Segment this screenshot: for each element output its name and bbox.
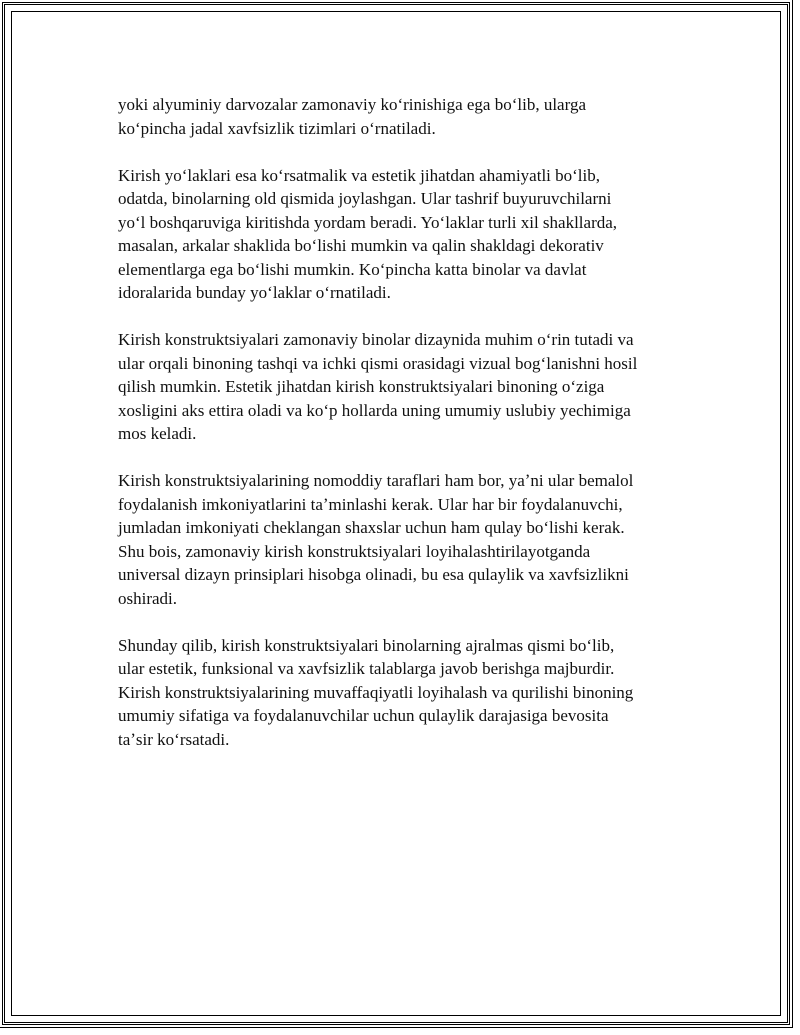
text-line: jumladan imkoniyati cheklangan shaxslar uchun ham qulay boʻlishi kerak.: [118, 518, 625, 537]
text-line: Kirish konstruktsiyalarining nomoddiy taraflari ham bor, yaʼni ular bemalol: [118, 471, 634, 490]
text-line: mos keladi.: [118, 424, 197, 443]
text-line: qilish mumkin. Estetik jihatdan kirish konstruktsiyalari binoning oʻziga: [118, 377, 605, 396]
paragraph-3: [118, 328, 688, 446]
text-line: Kirish konstruktsiyalarining muvaffaqiyatli loyihalash va qurilishi binoning: [118, 682, 634, 702]
text-line: Kirish konstruktsiyalari zamonaviy binolar dizaynida muhim oʻrin tutadi va: [118, 330, 634, 349]
text-line: yoʻl boshqaruviga kiritishda yordam beradi. Yoʻlaklar turli xil shakllarda,: [118, 212, 618, 232]
paragraph-5: [118, 634, 688, 752]
text-line: koʻpincha jadal xavfsizlik tizimlari oʻrnatiladi.: [118, 118, 436, 138]
text-line: universal dizayn prinsiplari hisobga olinadi, bu esa qulaylik va xavfsizlikni: [118, 565, 629, 584]
text-line: umumiy sifatiga va foydalanuvchilar uchun qulaylik darajasiga bevosita: [118, 706, 609, 725]
document-body: [118, 93, 688, 775]
text-line: odatda, binolarning old qismida joylashgan. Ular tashrif buyuruvchilarni: [118, 189, 612, 208]
paragraph-2: [118, 164, 688, 305]
text-line: Shunday qilib, kirish konstruktsiyalari binolarning ajralmas qismi boʻlib,: [118, 635, 615, 655]
text-line: masalan, arkalar shaklida boʻlishi mumkin va qalin shakldagi dekorativ: [118, 236, 604, 255]
text-line: ular estetik, funksional va xavfsizlik talablarga javob berishga majburdir.: [118, 659, 615, 678]
text-line: xosligini aks ettira oladi va koʻp hollarda uning umumiy uslubiy yechimiga: [118, 400, 631, 420]
text-line: oshiradi.: [118, 588, 178, 608]
paragraph-1: [118, 93, 688, 140]
text-line: Kirish yoʻlaklari esa koʻrsatmalik va estetik jihatdan ahamiyatli boʻlib,: [118, 165, 601, 185]
text-line: idoralarida bunday yoʻlaklar oʻrnatiladi.: [118, 283, 391, 302]
paragraph-4: [118, 469, 688, 610]
text-line: taʼsir koʻrsatadi.: [118, 729, 230, 749]
text-line: yoki alyuminiy darvozalar zamonaviy koʻrinishiga ega boʻlib, ularga: [118, 95, 586, 114]
text-line: foydalanish imkoniyatlarini taʼminlashi kerak. Ular har bir foydalanuvchi,: [118, 494, 623, 514]
text-line: elementlarga ega boʻlishi mumkin. Koʻpincha katta binolar va davlat: [118, 259, 587, 279]
text-line: ular orqali binoning tashqi va ichki qismi orasidagi vizual bogʻlanishni hosil: [118, 353, 638, 373]
text-line: Shu bois, zamonaviy kirish konstruktsiyalari loyihalashtirilayotganda: [118, 541, 591, 561]
